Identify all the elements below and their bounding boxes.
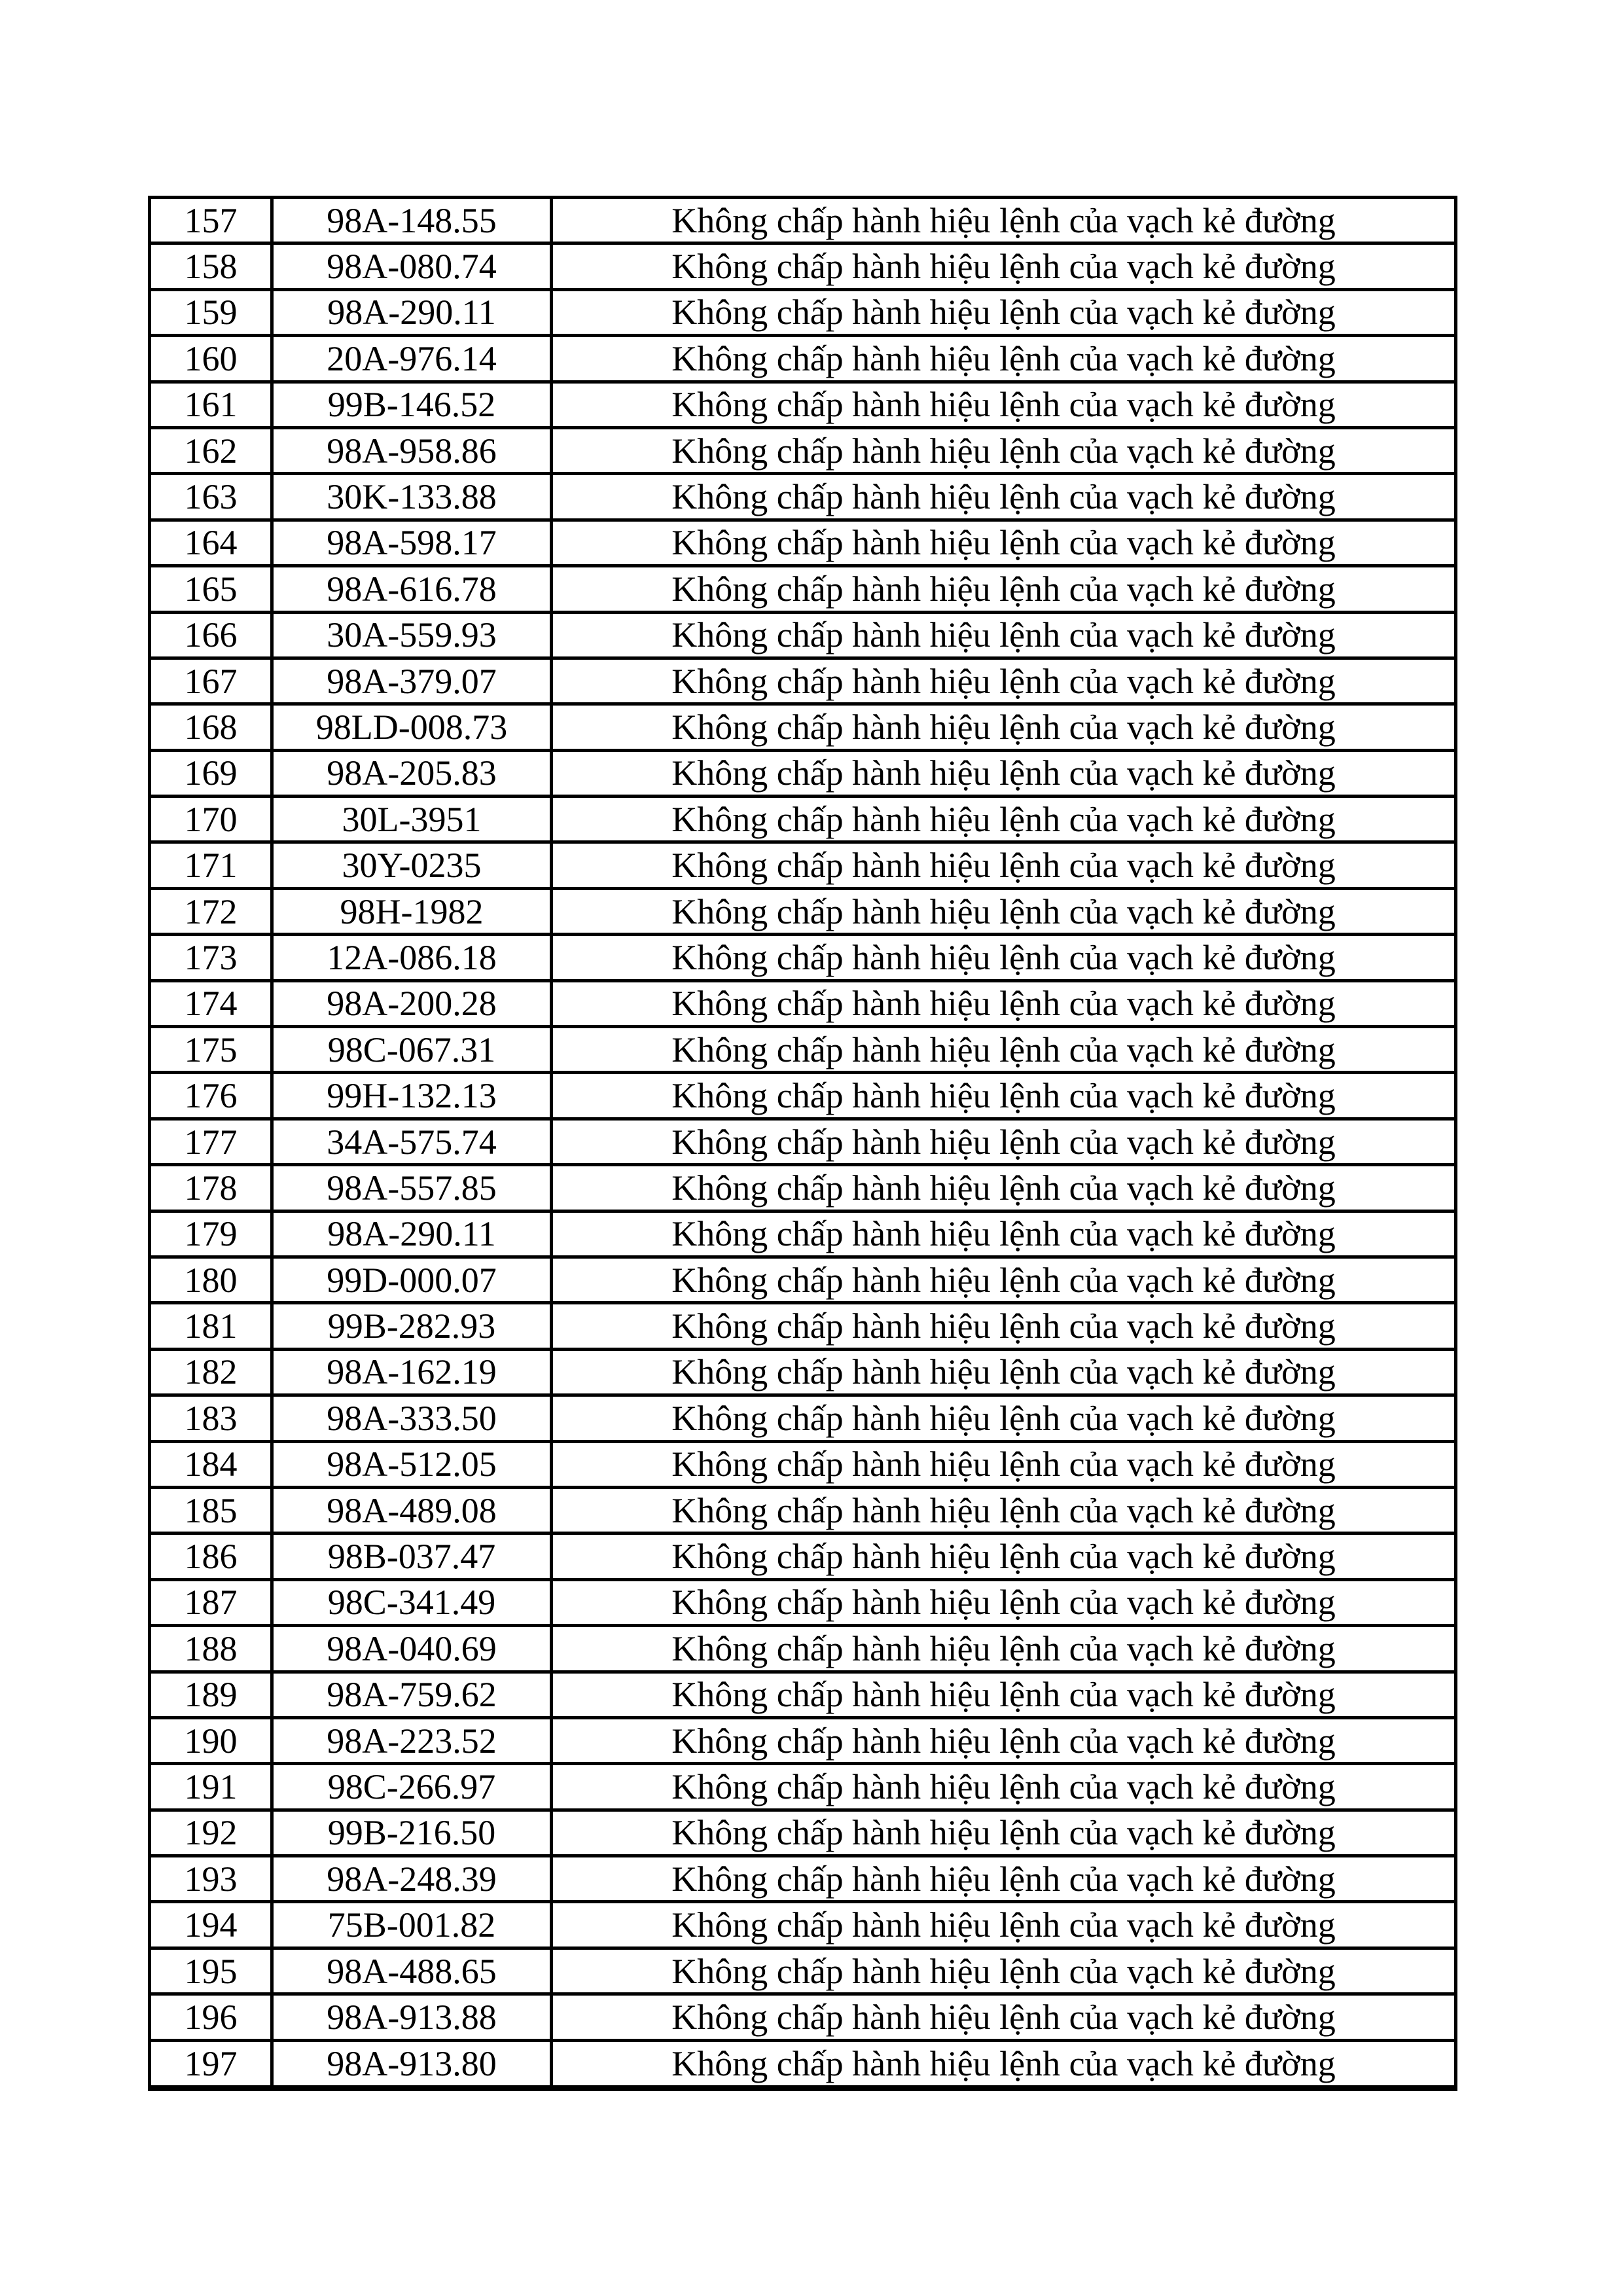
table-row xyxy=(150,427,1456,473)
license-plate-cell: 98A-379.07 xyxy=(272,658,552,704)
row-number-cell: 163 xyxy=(150,474,272,520)
violation-cell: Không chấp hành hiệu lệnh của vạch kẻ đường xyxy=(552,1119,1456,1164)
table-row xyxy=(150,842,1456,888)
license-plate-cell: 98A-488.65 xyxy=(272,1948,552,1994)
table-row xyxy=(150,1579,1456,1625)
row-number-cell: 196 xyxy=(150,1994,272,2040)
row-number-cell: 178 xyxy=(150,1165,272,1211)
violation-cell: Không chấp hành hiệu lệnh của vạch kẻ đường xyxy=(552,382,1456,427)
license-plate-cell: 98C-341.49 xyxy=(272,1579,552,1625)
table-row xyxy=(150,797,1456,842)
violation-cell: Không chấp hành hiệu lệnh của vạch kẻ đường xyxy=(552,427,1456,473)
license-plate-cell: 75B-001.82 xyxy=(272,1902,552,1948)
row-number-cell: 183 xyxy=(150,1395,272,1441)
violation-cell: Không chấp hành hiệu lệnh của vạch kẻ đường xyxy=(552,1994,1456,2040)
row-number-cell: 161 xyxy=(150,382,272,427)
license-plate-cell: 98A-290.11 xyxy=(272,289,552,335)
license-plate-cell: 98A-040.69 xyxy=(272,1626,552,1672)
row-number-cell: 186 xyxy=(150,1534,272,1579)
license-plate-cell: 99B-282.93 xyxy=(272,1303,552,1349)
violation-cell: Không chấp hành hiệu lệnh của vạch kẻ đường xyxy=(552,474,1456,520)
license-plate-cell: 98A-200.28 xyxy=(272,980,552,1026)
violation-cell: Không chấp hành hiệu lệnh của vạch kẻ đường xyxy=(552,1948,1456,1994)
row-number-cell: 160 xyxy=(150,336,272,382)
violation-cell: Không chấp hành hiệu lệnh của vạch kẻ đường xyxy=(552,935,1456,980)
violation-cell: Không chấp hành hiệu lệnh của vạch kẻ đường xyxy=(552,1395,1456,1441)
license-plate-cell: 98LD-008.73 xyxy=(272,704,552,750)
violation-cell: Không chấp hành hiệu lệnh của vạch kẻ đường xyxy=(552,198,1456,243)
table-row xyxy=(150,1165,1456,1211)
table-row xyxy=(150,1027,1456,1073)
table-row xyxy=(150,935,1456,980)
violation-cell: Không chấp hành hiệu lệnh của vạch kẻ đường xyxy=(552,842,1456,888)
license-plate-cell: 98A-913.88 xyxy=(272,1994,552,2040)
license-plate-cell: 98A-205.83 xyxy=(272,750,552,796)
table-row xyxy=(150,704,1456,750)
license-plate-cell: 98A-512.05 xyxy=(272,1441,552,1487)
table-row xyxy=(150,520,1456,565)
violation-cell: Không chấp hành hiệu lệnh của vạch kẻ đường xyxy=(552,980,1456,1026)
table-row xyxy=(150,1534,1456,1579)
table-row xyxy=(150,1810,1456,1856)
table-row xyxy=(150,1856,1456,1902)
row-number-cell: 176 xyxy=(150,1073,272,1119)
table-row xyxy=(150,1303,1456,1349)
violation-cell: Không chấp hành hiệu lệnh của vạch kẻ đường xyxy=(552,1349,1456,1395)
violation-cell: Không chấp hành hiệu lệnh của vạch kẻ đường xyxy=(552,1165,1456,1211)
license-plate-cell: 98A-290.11 xyxy=(272,1211,552,1257)
violation-cell: Không chấp hành hiệu lệnh của vạch kẻ đường xyxy=(552,1856,1456,1902)
license-plate-cell: 12A-086.18 xyxy=(272,935,552,980)
license-plate-cell: 98A-148.55 xyxy=(272,198,552,243)
license-plate-cell: 98A-958.86 xyxy=(272,427,552,473)
violations-table xyxy=(148,196,1457,2091)
table-row xyxy=(150,750,1456,796)
table-row xyxy=(150,566,1456,612)
violation-cell: Không chấp hành hiệu lệnh của vạch kẻ đường xyxy=(552,658,1456,704)
table-row xyxy=(150,336,1456,382)
row-number-cell: 181 xyxy=(150,1303,272,1349)
table-row xyxy=(150,980,1456,1026)
row-number-cell: 197 xyxy=(150,2040,272,2088)
row-number-cell: 188 xyxy=(150,1626,272,1672)
row-number-cell: 177 xyxy=(150,1119,272,1164)
table-row xyxy=(150,1257,1456,1302)
license-plate-cell: 34A-575.74 xyxy=(272,1119,552,1164)
license-plate-cell: 98B-037.47 xyxy=(272,1534,552,1579)
violation-cell: Không chấp hành hiệu lệnh của vạch kẻ đường xyxy=(552,1764,1456,1810)
table-row xyxy=(150,1717,1456,1763)
violation-cell: Không chấp hành hiệu lệnh của vạch kẻ đường xyxy=(552,1902,1456,1948)
violation-cell: Không chấp hành hiệu lệnh của vạch kẻ đường xyxy=(552,1626,1456,1672)
violation-cell: Không chấp hành hiệu lệnh của vạch kẻ đường xyxy=(552,566,1456,612)
license-plate-cell: 98A-080.74 xyxy=(272,243,552,289)
license-plate-cell: 30Y-0235 xyxy=(272,842,552,888)
row-number-cell: 164 xyxy=(150,520,272,565)
row-number-cell: 190 xyxy=(150,1717,272,1763)
row-number-cell: 171 xyxy=(150,842,272,888)
violation-cell: Không chấp hành hiệu lệnh của vạch kẻ đường xyxy=(552,243,1456,289)
license-plate-cell: 98A-616.78 xyxy=(272,566,552,612)
row-number-cell: 172 xyxy=(150,888,272,934)
violation-cell: Không chấp hành hiệu lệnh của vạch kẻ đường xyxy=(552,2040,1456,2088)
table-row xyxy=(150,888,1456,934)
row-number-cell: 168 xyxy=(150,704,272,750)
row-number-cell: 166 xyxy=(150,612,272,658)
license-plate-cell: 98A-557.85 xyxy=(272,1165,552,1211)
license-plate-cell: 20A-976.14 xyxy=(272,336,552,382)
violation-cell: Không chấp hành hiệu lệnh của vạch kẻ đường xyxy=(552,1073,1456,1119)
violation-cell: Không chấp hành hiệu lệnh của vạch kẻ đường xyxy=(552,1211,1456,1257)
row-number-cell: 173 xyxy=(150,935,272,980)
row-number-cell: 193 xyxy=(150,1856,272,1902)
row-number-cell: 192 xyxy=(150,1810,272,1856)
license-plate-cell: 98H-1982 xyxy=(272,888,552,934)
table-row xyxy=(150,474,1456,520)
row-number-cell: 184 xyxy=(150,1441,272,1487)
row-number-cell: 189 xyxy=(150,1672,272,1717)
violation-cell: Không chấp hành hiệu lệnh của vạch kẻ đường xyxy=(552,888,1456,934)
table-row xyxy=(150,1349,1456,1395)
row-number-cell: 170 xyxy=(150,797,272,842)
license-plate-cell: 98A-913.80 xyxy=(272,2040,552,2088)
table-row xyxy=(150,1073,1456,1119)
violation-cell: Không chấp hành hiệu lệnh của vạch kẻ đường xyxy=(552,1257,1456,1302)
license-plate-cell: 98A-759.62 xyxy=(272,1672,552,1717)
row-number-cell: 182 xyxy=(150,1349,272,1395)
license-plate-cell: 99B-216.50 xyxy=(272,1810,552,1856)
row-number-cell: 157 xyxy=(150,198,272,243)
row-number-cell: 180 xyxy=(150,1257,272,1302)
row-number-cell: 187 xyxy=(150,1579,272,1625)
table-row xyxy=(150,612,1456,658)
violation-cell: Không chấp hành hiệu lệnh của vạch kẻ đường xyxy=(552,336,1456,382)
row-number-cell: 169 xyxy=(150,750,272,796)
table-row xyxy=(150,1902,1456,1948)
table-row xyxy=(150,382,1456,427)
violation-cell: Không chấp hành hiệu lệnh của vạch kẻ đường xyxy=(552,1487,1456,1533)
license-plate-cell: 30L-3951 xyxy=(272,797,552,842)
license-plate-cell: 30A-559.93 xyxy=(272,612,552,658)
license-plate-cell: 99B-146.52 xyxy=(272,382,552,427)
violation-cell: Không chấp hành hiệu lệnh của vạch kẻ đường xyxy=(552,1810,1456,1856)
row-number-cell: 165 xyxy=(150,566,272,612)
table-row xyxy=(150,198,1456,243)
row-number-cell: 175 xyxy=(150,1027,272,1073)
row-number-cell: 194 xyxy=(150,1902,272,1948)
row-number-cell: 191 xyxy=(150,1764,272,1810)
row-number-cell: 185 xyxy=(150,1487,272,1533)
row-number-cell: 174 xyxy=(150,980,272,1026)
violation-cell: Không chấp hành hiệu lệnh của vạch kẻ đường xyxy=(552,1579,1456,1625)
table-row xyxy=(150,1672,1456,1717)
license-plate-cell: 98C-266.97 xyxy=(272,1764,552,1810)
violation-cell: Không chấp hành hiệu lệnh của vạch kẻ đường xyxy=(552,1441,1456,1487)
license-plate-cell: 98A-162.19 xyxy=(272,1349,552,1395)
table-row xyxy=(150,1395,1456,1441)
table-row xyxy=(150,289,1456,335)
table-row xyxy=(150,243,1456,289)
table-row xyxy=(150,2040,1456,2088)
table-row xyxy=(150,1211,1456,1257)
table-row xyxy=(150,1764,1456,1810)
table-row xyxy=(150,1441,1456,1487)
license-plate-cell: 98A-223.52 xyxy=(272,1717,552,1763)
row-number-cell: 159 xyxy=(150,289,272,335)
violation-cell: Không chấp hành hiệu lệnh của vạch kẻ đường xyxy=(552,797,1456,842)
license-plate-cell: 98A-333.50 xyxy=(272,1395,552,1441)
violation-cell: Không chấp hành hiệu lệnh của vạch kẻ đường xyxy=(552,1303,1456,1349)
row-number-cell: 158 xyxy=(150,243,272,289)
table-row xyxy=(150,1487,1456,1533)
violation-cell: Không chấp hành hiệu lệnh của vạch kẻ đường xyxy=(552,520,1456,565)
violation-cell: Không chấp hành hiệu lệnh của vạch kẻ đường xyxy=(552,1717,1456,1763)
violation-cell: Không chấp hành hiệu lệnh của vạch kẻ đường xyxy=(552,750,1456,796)
table-row xyxy=(150,1119,1456,1164)
row-number-cell: 179 xyxy=(150,1211,272,1257)
license-plate-cell: 30K-133.88 xyxy=(272,474,552,520)
violation-cell: Không chấp hành hiệu lệnh của vạch kẻ đường xyxy=(552,289,1456,335)
row-number-cell: 162 xyxy=(150,427,272,473)
row-number-cell: 195 xyxy=(150,1948,272,1994)
license-plate-cell: 98C-067.31 xyxy=(272,1027,552,1073)
license-plate-cell: 99H-132.13 xyxy=(272,1073,552,1119)
table-row xyxy=(150,1994,1456,2040)
license-plate-cell: 98A-248.39 xyxy=(272,1856,552,1902)
license-plate-cell: 99D-000.07 xyxy=(272,1257,552,1302)
table-row xyxy=(150,658,1456,704)
violation-cell: Không chấp hành hiệu lệnh của vạch kẻ đường xyxy=(552,1027,1456,1073)
violation-cell: Không chấp hành hiệu lệnh của vạch kẻ đường xyxy=(552,612,1456,658)
license-plate-cell: 98A-598.17 xyxy=(272,520,552,565)
table-row xyxy=(150,1626,1456,1672)
row-number-cell: 167 xyxy=(150,658,272,704)
violation-cell: Không chấp hành hiệu lệnh của vạch kẻ đường xyxy=(552,1672,1456,1717)
violation-cell: Không chấp hành hiệu lệnh của vạch kẻ đường xyxy=(552,704,1456,750)
license-plate-cell: 98A-489.08 xyxy=(272,1487,552,1533)
table-row xyxy=(150,1948,1456,1994)
violation-cell: Không chấp hành hiệu lệnh của vạch kẻ đường xyxy=(552,1534,1456,1579)
violations-table-body xyxy=(150,198,1456,2089)
